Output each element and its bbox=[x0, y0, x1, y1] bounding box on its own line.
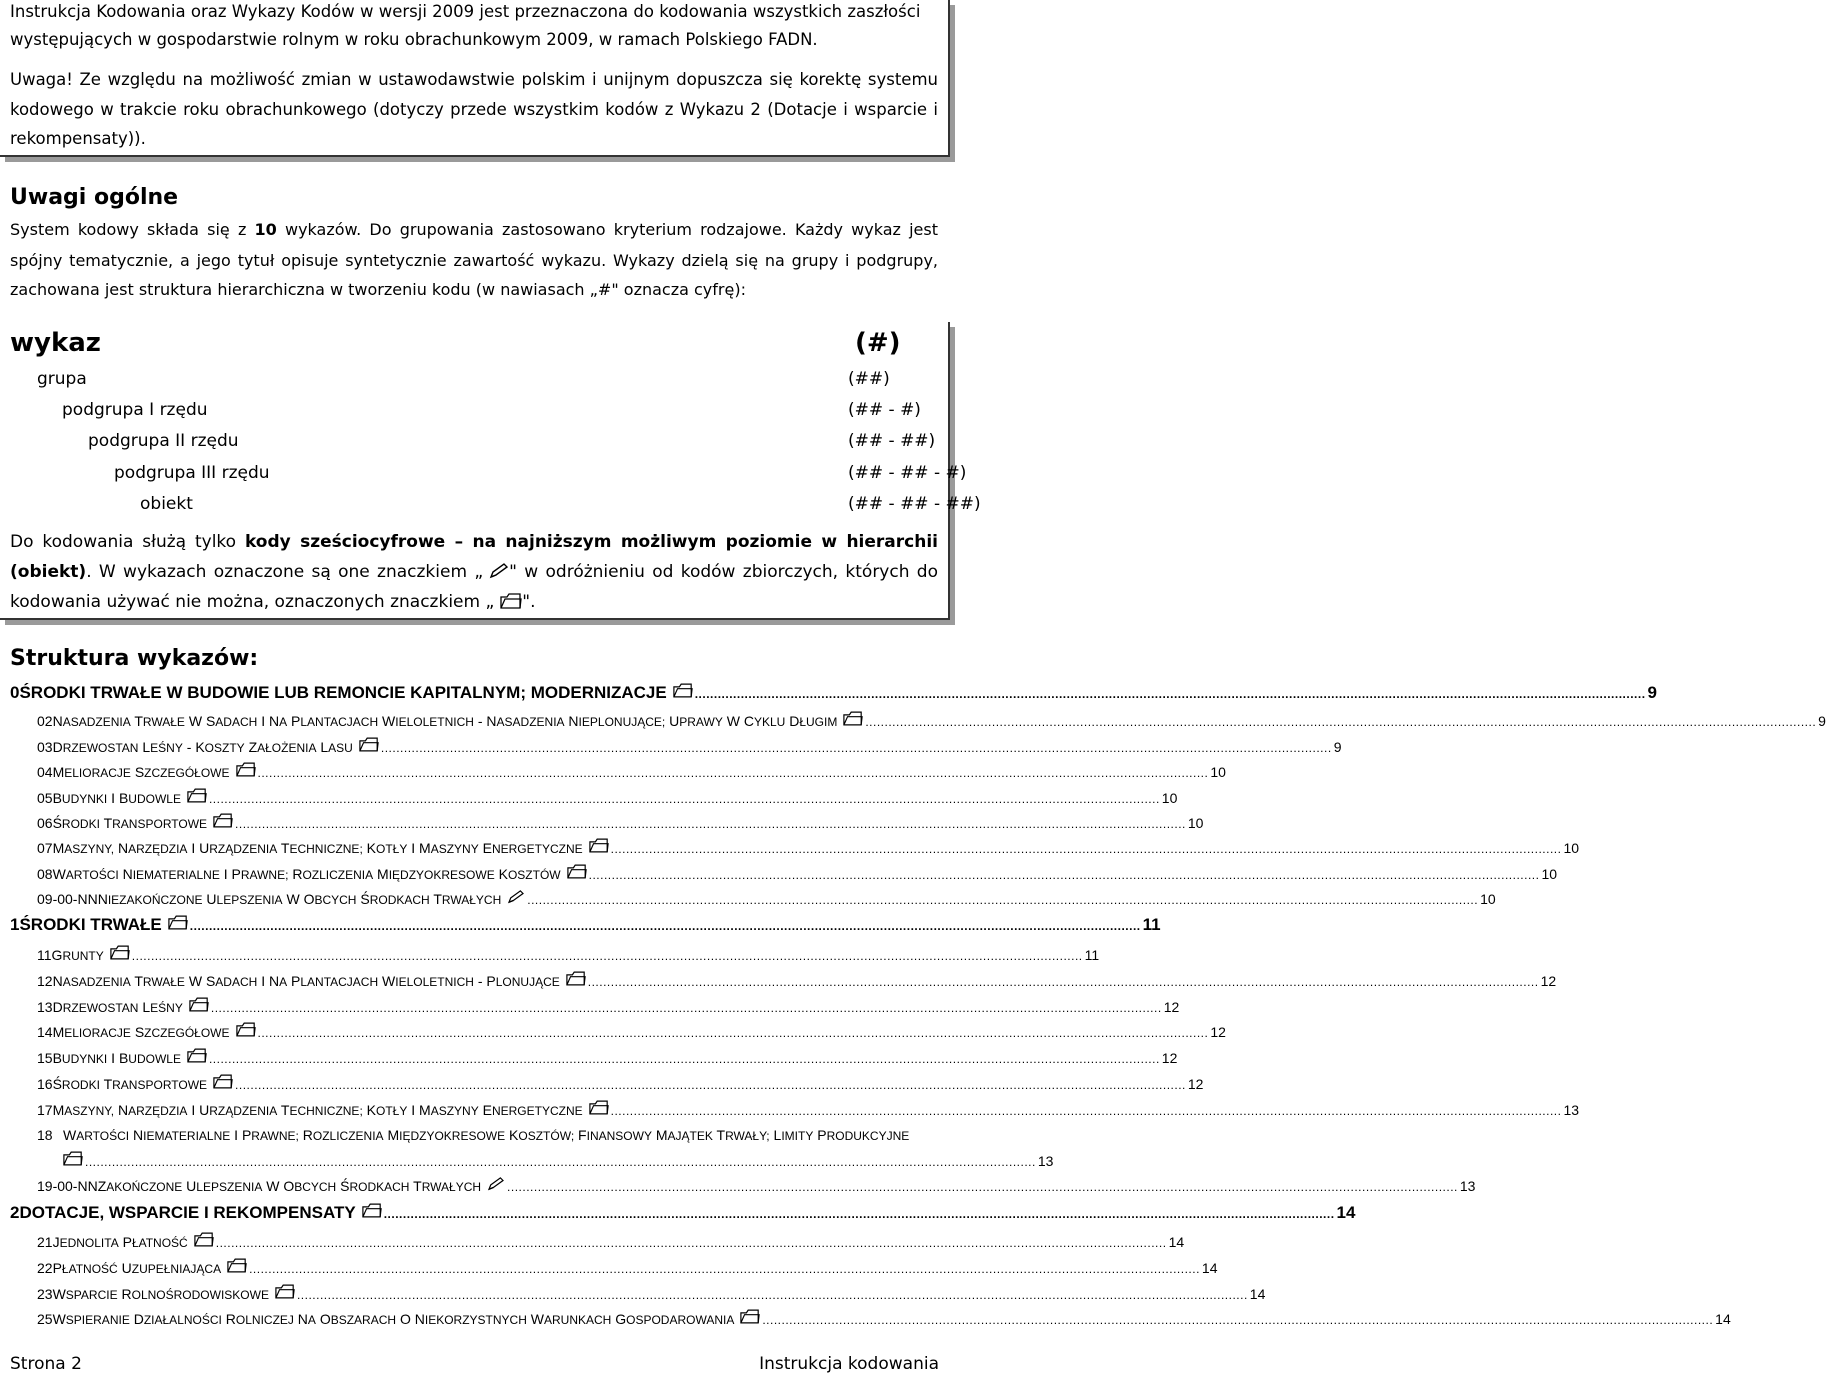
hierarchy-label-obiekt: obiekt bbox=[140, 494, 193, 514]
toc-dot-leader bbox=[381, 741, 1332, 755]
toc-entry-label: MELIORACJE SZCZEGÓŁOWE bbox=[52, 1024, 230, 1040]
toc-entry-0[interactable] bbox=[10, 683, 1658, 703]
hierarchy-label-wykaz: wykaz bbox=[10, 328, 101, 358]
toc-entry-13[interactable] bbox=[10, 997, 1180, 1015]
general-paragraph-line-2: spójny tematycznie, a jego tytuł opisuje syntetycznie zawartość wykazu. Wykazy dzielą się na grupy i podgrupy, bbox=[10, 251, 938, 270]
pencil-icon bbox=[487, 1177, 505, 1194]
coding-note-line-3 bbox=[10, 592, 536, 614]
toc-dot-leader bbox=[297, 1288, 1248, 1302]
toc-page-number: 11 bbox=[1142, 915, 1161, 934]
warning-line-3: rekompensaty)). bbox=[10, 129, 146, 148]
folder-icon bbox=[362, 1203, 382, 1223]
toc-entry-17[interactable] bbox=[10, 1100, 1580, 1118]
toc-page-number: 10 bbox=[1480, 891, 1496, 907]
toc-dot-leader bbox=[588, 975, 1539, 989]
general-paragraph-line-3: zachowana jest struktura hierarchiczna w tworzeniu kodu (w nawiasach „#" oznacza cyfrę): bbox=[10, 280, 746, 299]
toc-entry-label: MASZYNY, NARZĘDZIA I URZĄDZENIA TECHNICZNE; KOTŁY I MASZYNY ENERGETYCZNE bbox=[52, 840, 583, 856]
toc-entry-label: MELIORACJE SZCZEGÓŁOWE bbox=[52, 764, 230, 780]
toc-entry-number: 09-00-NN bbox=[37, 891, 98, 907]
toc-dot-leader bbox=[384, 1207, 1335, 1221]
toc-entry-08[interactable] bbox=[10, 864, 1558, 882]
toc-entry-number: 19-00-NN bbox=[37, 1178, 98, 1194]
folder-icon bbox=[187, 1048, 207, 1066]
folder-icon bbox=[168, 915, 188, 935]
folder-icon bbox=[673, 683, 693, 703]
hierarchy-code-podgrupa-2: (## - ##) bbox=[848, 431, 936, 451]
toc-page-number: 12 bbox=[1163, 999, 1180, 1015]
toc-entry-label: ŚRODKI TRWAŁE W BUDOWIE LUB REMONCIE KAPITALNYM; MODERNIZACJE bbox=[19, 683, 667, 702]
toc-page-number: 10 bbox=[1161, 790, 1178, 806]
general-text-a: System kodowy składa się z bbox=[10, 220, 255, 239]
toc-page-number: 12 bbox=[1210, 1024, 1226, 1040]
toc-page-number: 14 bbox=[1336, 1203, 1356, 1222]
coding-note-text-e: ". bbox=[522, 592, 536, 612]
toc-entry-number: 11 bbox=[37, 947, 52, 963]
toc-dot-leader bbox=[216, 1236, 1167, 1250]
folder-icon bbox=[63, 1151, 83, 1169]
toc-entry-15[interactable] bbox=[10, 1048, 1178, 1066]
toc-dot-leader bbox=[211, 1001, 1162, 1015]
toc-page-number: 14 bbox=[1168, 1234, 1185, 1250]
toc-dot-leader bbox=[209, 1052, 1160, 1066]
toc-entry-11[interactable] bbox=[10, 945, 1100, 963]
intro-box bbox=[0, 0, 950, 157]
warning-line-1: Uwaga! Ze względu na możliwość zmian w ustawodawstwie polskim i unijnym dopuszcza się korektę systemu bbox=[10, 70, 938, 89]
toc-entry-23[interactable] bbox=[10, 1284, 1266, 1302]
intro-line-2: występujących w gospodarstwie rolnym w roku obrachunkowym 2009, w ramach Polskiego FADN. bbox=[10, 30, 818, 49]
toc-page-number: 9 bbox=[1333, 739, 1342, 755]
toc-entry-16[interactable] bbox=[10, 1074, 1204, 1092]
toc-entry-number: 2 bbox=[10, 1203, 20, 1222]
toc-entry-label: BUDYNKI I BUDOWLE bbox=[52, 1050, 181, 1066]
footer-title: Instrukcja kodowania bbox=[759, 1354, 939, 1374]
toc-entry-number: 07 bbox=[37, 840, 53, 856]
toc-entry-07[interactable] bbox=[10, 838, 1580, 856]
toc-dot-leader bbox=[762, 1313, 1713, 1327]
toc-entry-number: 18 bbox=[37, 1127, 53, 1143]
general-paragraph-line-1 bbox=[10, 220, 938, 239]
toc-dot-leader bbox=[527, 893, 1478, 907]
toc-entry-label: ŚRODKI TRANSPORTOWE bbox=[52, 815, 208, 831]
toc-entry-03[interactable] bbox=[10, 737, 1342, 755]
coding-note-text-d: kodowania używać nie można, oznaczonych znaczkiem „ bbox=[10, 592, 495, 612]
toc-page-number: 13 bbox=[1459, 1178, 1476, 1194]
folder-icon bbox=[589, 838, 609, 856]
hierarchy-label-podgrupa-1: podgrupa I rzędu bbox=[62, 400, 208, 420]
hierarchy-label-grupa: grupa bbox=[37, 369, 87, 389]
toc-dot-leader bbox=[190, 919, 1141, 933]
toc-page-number: 10 bbox=[1210, 764, 1226, 780]
toc-entry-label: JEDNOLITA PŁATNOŚĆ bbox=[52, 1234, 188, 1250]
folder-icon bbox=[213, 813, 233, 831]
warning-line-2: kodowego w trakcie roku obrachunkowego (dotyczy przede wszystkim kodów z Wykazu 2 (Dotacje i wsparcie i bbox=[10, 100, 938, 119]
folder-icon bbox=[236, 762, 256, 780]
folder-icon bbox=[843, 711, 863, 729]
toc-page-number: 11 bbox=[1084, 947, 1100, 963]
toc-page-number: 13 bbox=[1037, 1153, 1054, 1169]
toc-entry-label: ŚRODKI TRWAŁE bbox=[19, 915, 162, 934]
toc-entry-14[interactable] bbox=[10, 1022, 1226, 1040]
folder-icon bbox=[213, 1074, 233, 1092]
toc-dot-leader bbox=[209, 792, 1160, 806]
toc-entry-number: 23 bbox=[37, 1286, 53, 1302]
toc-entry-02[interactable] bbox=[10, 711, 1826, 729]
toc-entry-label: WARTOŚCI NIEMATERIALNE I PRAWNE; ROZLICZENIA MIĘDZYOKRESOWE KOSZTÓW; FINANSOWY MAJĄTEK TRWAŁY; LIMITY PRODUKCYJNE bbox=[63, 1127, 910, 1143]
toc-entry-label: WSPARCIE ROLNOŚRODOWISKOWE bbox=[52, 1286, 269, 1302]
toc-entry-label: NIEZAKOŃCZONE ULEPSZENIA W OBCYCH ŚRODKACH TRWAŁYCH bbox=[97, 891, 502, 907]
toc-dot-leader bbox=[235, 1078, 1186, 1092]
toc-dot-leader bbox=[235, 817, 1186, 831]
toc-entry-label: PŁATNOŚĆ UZUPEŁNIAJĄCA bbox=[52, 1260, 222, 1276]
toc-entry-22[interactable] bbox=[10, 1258, 1218, 1276]
general-title: Uwagi ogólne bbox=[10, 185, 179, 210]
toc-entry-number: 0 bbox=[10, 683, 20, 702]
toc-page-number: 10 bbox=[1541, 866, 1558, 882]
toc-entry-label: NASADZENIA TRWAŁE W SADACH I NA PLANTACJACH WIELOLETNICH - PLONUJĄCE bbox=[52, 973, 560, 989]
toc-dot-leader bbox=[507, 1180, 1458, 1194]
toc-entry-21[interactable] bbox=[10, 1232, 1185, 1250]
coding-note-text-c: " w odróżnieniu od kodów zbiorczych, których do bbox=[509, 562, 938, 582]
toc-entry-18[interactable] bbox=[10, 1127, 939, 1143]
toc-page-number: 10 bbox=[1187, 815, 1204, 831]
toc-entry-number: 22 bbox=[37, 1260, 53, 1276]
toc-page-number: 9 bbox=[1818, 713, 1826, 729]
toc-page-number: 9 bbox=[1647, 683, 1658, 702]
folder-icon bbox=[359, 737, 379, 755]
toc-entry-number: 17 bbox=[37, 1102, 53, 1118]
coding-note-line-2 bbox=[10, 562, 938, 584]
toc-page-number: 14 bbox=[1249, 1286, 1266, 1302]
toc-entry-number: 15 bbox=[37, 1050, 53, 1066]
toc-entry-continuation[interactable] bbox=[10, 1151, 1054, 1169]
folder-icon bbox=[589, 1100, 609, 1118]
toc-entry-number: 25 bbox=[37, 1311, 53, 1327]
toc-entry-1[interactable] bbox=[10, 915, 1161, 935]
folder-icon bbox=[500, 593, 522, 614]
toc-dot-leader bbox=[132, 949, 1083, 963]
toc-page-number: 12 bbox=[1161, 1050, 1178, 1066]
toc-entry-label: BUDYNKI I BUDOWLE bbox=[52, 790, 181, 806]
folder-icon bbox=[189, 997, 209, 1015]
toc-entry-label: MASZYNY, NARZĘDZIA I URZĄDZENIA TECHNICZNE; KOTŁY I MASZYNY ENERGETYCZNE bbox=[52, 1102, 583, 1118]
toc-entry-12[interactable] bbox=[10, 971, 1557, 989]
toc-entry-number: 21 bbox=[37, 1234, 53, 1250]
toc-entry-09-00-NN[interactable] bbox=[10, 890, 1496, 907]
toc-entry-06[interactable] bbox=[10, 813, 1204, 831]
folder-icon bbox=[275, 1284, 295, 1302]
toc-dot-leader bbox=[258, 1026, 1209, 1040]
toc-entry-number: 08 bbox=[37, 866, 53, 882]
hierarchy-code-grupa: (##) bbox=[848, 369, 890, 389]
general-text-c: wykazów. Do grupowania zastosowano kryterium rodzajowe. Każdy wykaz jest bbox=[276, 220, 939, 239]
toc-entry-2[interactable] bbox=[10, 1203, 1356, 1223]
folder-icon bbox=[110, 945, 130, 963]
toc-dot-leader bbox=[865, 715, 1816, 729]
folder-icon bbox=[740, 1309, 760, 1327]
coding-note-emphasis: kody sześciocyfrowe – na najniższym możliwym poziomie w hierarchii bbox=[244, 532, 938, 552]
toc-entry-label: GRUNTY bbox=[51, 947, 104, 963]
pencil-icon bbox=[489, 563, 509, 584]
toc-entry-label: WSPIERANIE DZIAŁALNOŚCI ROLNICZEJ NA OBSZARACH O NIEKORZYSTNYCH WARUNKACH GOSPODAROWANIA bbox=[52, 1311, 735, 1327]
toc-entry-number: 14 bbox=[37, 1024, 53, 1040]
folder-icon bbox=[194, 1232, 214, 1250]
toc-entry-number: 04 bbox=[37, 764, 53, 780]
toc-entry-label: ZAKOŃCZONE ULEPSZENIA W OBCYCH ŚRODKACH TRWAŁYCH bbox=[97, 1178, 482, 1194]
toc-page-number: 14 bbox=[1715, 1311, 1731, 1327]
toc-entry-label: DOTACJE, WSPARCIE I REKOMPENSATY bbox=[19, 1203, 356, 1222]
toc-entry-05[interactable] bbox=[10, 788, 1178, 806]
general-count: 10 bbox=[254, 220, 277, 239]
toc-entry-number: 16 bbox=[37, 1076, 53, 1092]
toc-entry-number: 02 bbox=[37, 713, 53, 729]
toc-entry-25[interactable] bbox=[10, 1309, 1731, 1327]
pencil-icon bbox=[507, 890, 525, 907]
toc-entry-label: WARTOŚCI NIEMATERIALNE I PRAWNE; ROZLICZENIA MIĘDZYOKRESOWE KOSZTÓW bbox=[52, 866, 561, 882]
hierarchy-code-wykaz: (#) bbox=[855, 328, 901, 358]
toc-entry-04[interactable] bbox=[10, 762, 1226, 780]
coding-note-text-a: Do kodowania służą tylko bbox=[10, 532, 245, 552]
toc-dot-leader bbox=[695, 687, 1646, 701]
hierarchy-code-podgrupa-1: (## - #) bbox=[848, 400, 921, 420]
footer-page-number: Strona 2 bbox=[10, 1354, 82, 1374]
hierarchy-label-podgrupa-3: podgrupa III rzędu bbox=[114, 463, 270, 483]
toc-entry-number: 1 bbox=[10, 915, 20, 934]
hierarchy-code-obiekt: (## - ## - ##) bbox=[848, 494, 981, 514]
toc-page-number: 10 bbox=[1563, 840, 1580, 856]
toc-entry-label: ŚRODKI TRANSPORTOWE bbox=[52, 1076, 208, 1092]
folder-icon bbox=[187, 788, 207, 806]
folder-icon bbox=[227, 1258, 247, 1276]
toc-entry-label: NASADZENIA TRWAŁE W SADACH I NA PLANTACJACH WIELOLETNICH - NASADZENIA NIEPLONUJĄCE; UPRAWY W CYKLU DŁUGIM bbox=[52, 713, 838, 729]
toc-dot-leader bbox=[249, 1262, 1200, 1276]
coding-note-text-b: . W wykazach oznaczone są one znaczkiem „ bbox=[86, 562, 484, 582]
toc-page-number: 13 bbox=[1563, 1102, 1580, 1118]
intro-line-1: Instrukcja Kodowania oraz Wykazy Kodów w wersji 2009 jest przeznaczona do kodowania wszystkich zaszłości bbox=[10, 2, 921, 21]
toc-entry-number: 03 bbox=[37, 739, 53, 755]
toc-entry-number: 13 bbox=[37, 999, 53, 1015]
toc-entry-number: 12 bbox=[37, 973, 53, 989]
toc-page-number: 12 bbox=[1187, 1076, 1204, 1092]
toc-dot-leader bbox=[258, 766, 1209, 780]
toc-dot-leader bbox=[589, 868, 1540, 882]
toc-entry-label: DRZEWOSTAN LEŚNY - KOSZTY ZAŁOŻENIA LASU bbox=[52, 739, 353, 755]
folder-icon bbox=[566, 971, 586, 989]
toc-entry-label: DRZEWOSTAN LEŚNY bbox=[52, 999, 183, 1015]
structure-title: Struktura wykazów: bbox=[10, 646, 259, 671]
toc-entry-number: 06 bbox=[37, 815, 53, 831]
toc-dot-leader bbox=[611, 842, 1562, 856]
hierarchy-code-podgrupa-3: (## - ## - #) bbox=[848, 463, 967, 483]
toc-entry-number: 05 bbox=[37, 790, 53, 806]
hierarchy-label-podgrupa-2: podgrupa II rzędu bbox=[88, 431, 239, 451]
coding-note-line-1 bbox=[10, 532, 938, 552]
toc-dot-leader bbox=[611, 1104, 1562, 1118]
toc-dot-leader bbox=[85, 1155, 1036, 1169]
folder-icon bbox=[236, 1022, 256, 1040]
toc-entry-19-00-NN[interactable] bbox=[10, 1177, 1476, 1194]
folder-icon bbox=[567, 864, 587, 882]
toc-page-number: 12 bbox=[1540, 973, 1557, 989]
toc-page-number: 14 bbox=[1201, 1260, 1218, 1276]
hierarchy-box bbox=[0, 322, 981, 620]
coding-note-obiekt: (obiekt) bbox=[10, 562, 87, 582]
